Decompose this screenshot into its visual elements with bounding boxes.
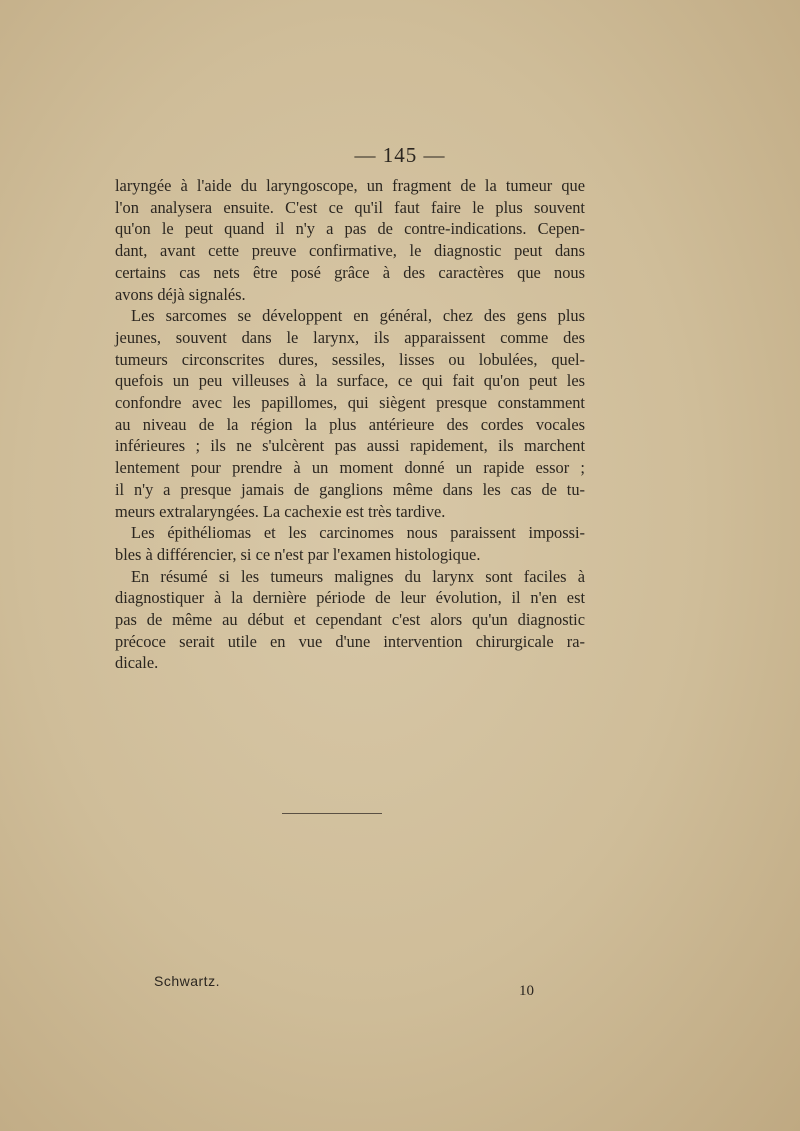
text-line: laryngée à l'aide du laryngoscope, un fragment de la tumeur que [115,176,585,195]
sheet-number: 10 [519,983,534,999]
body-text [115,175,585,674]
text-line: bles à différencier, si ce n'est par l'examen histologique. [115,544,481,564]
text-line: confondre avec les papillomes, qui siègent presque constamment [115,393,585,413]
paragraph [115,522,585,565]
paragraph [115,175,585,305]
text-line: dicale. [115,653,159,673]
text-line: lentement pour prendre à un moment donné un rapide essor ; [115,458,585,478]
text-line: tumeurs circonscrites dures, sessiles, lisses ou lobulées, quel- [115,349,585,369]
paragraph [115,566,585,675]
text-line: qu'on le peut quand il n'y a pas de contre-indications. Cepen- [115,219,585,239]
text-line: l'on analysera ensuite. C'est ce qu'il faut faire le plus souvent [115,197,585,217]
text-line: pas de même au début et cependant c'est alors qu'un diagnostic [115,610,585,630]
text-line: meurs extralaryngées. La cachexie est très tardive. [115,501,446,521]
text-line: dant, avant cette preuve confirmative, le diagnostic peut dans [115,241,585,261]
section-divider [282,813,382,814]
text-line: avons déjà signalés. [115,284,246,304]
paragraph [115,305,585,522]
text-line: certains cas nets être posé grâce à des caractères que nous [115,262,585,282]
text-line: au niveau de la région la plus antérieure des cordes vocales [115,414,585,434]
text-line: quefois un peu villeuses à la surface, ce qui fait qu'on peut les [115,371,585,391]
page-number: — 145 — [354,143,446,167]
text-line: inférieures ; ils ne s'ulcèrent pas aussi rapidement, ils marchent [115,436,585,456]
text-line: il n'y a presque jamais de ganglions même dans les cas de tu- [115,479,585,499]
printer-signature: Schwartz. [154,973,220,989]
text-line: Les sarcomes se développent en général, chez des gens plus [131,306,585,326]
text-line: jeunes, souvent dans le larynx, ils apparaissent comme des [115,327,585,347]
text-line: diagnostiquer à la dernière période de leur évolution, il n'en est [115,588,585,608]
text-line: En résumé si les tumeurs malignes du larynx sont faciles à [131,566,585,586]
text-line: Les épithéliomas et les carcinomes nous paraissent impossi- [131,523,585,543]
text-line: précoce serait utile en vue d'une intervention chirurgicale ra- [115,631,585,651]
